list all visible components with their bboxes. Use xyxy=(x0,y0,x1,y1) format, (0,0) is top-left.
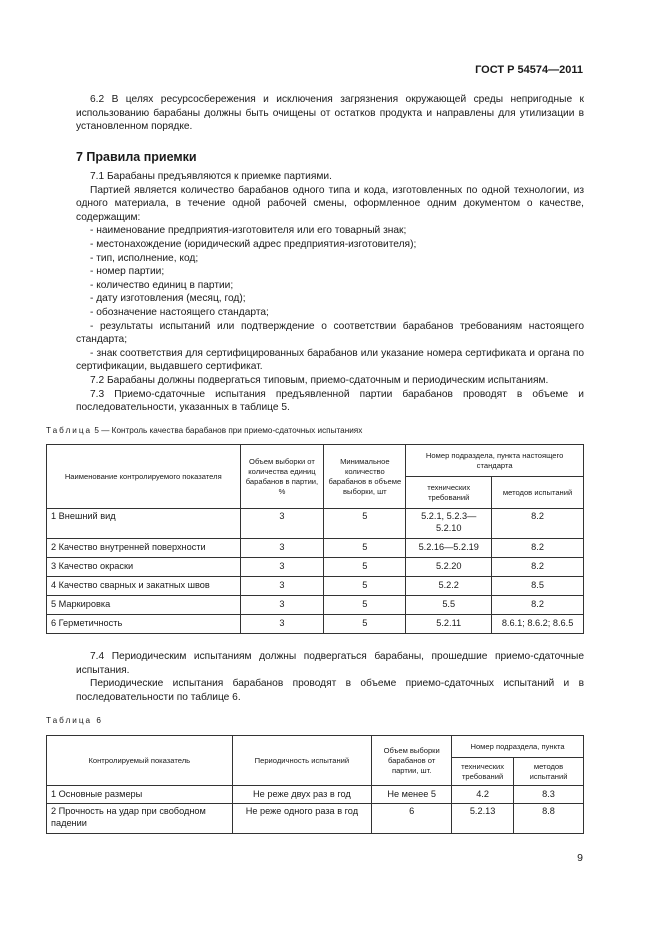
table-cell-periodicity: Не реже двух раз в год xyxy=(232,786,372,804)
table-cell-methods: 8.8 xyxy=(514,804,584,834)
table-row xyxy=(47,558,584,577)
table-6-header-methods: методов испытаний xyxy=(514,758,584,786)
table-cell-sample: 3 xyxy=(240,577,324,596)
table-cell-min-qty: 5 xyxy=(324,539,406,558)
list-item: - наименование предприятия-изготовителя или его товарный знак; xyxy=(90,225,407,237)
section-7-4-text xyxy=(76,650,584,704)
table-cell-indicator: 3 Качество окраски xyxy=(47,558,241,577)
table-cell-tech: 4.2 xyxy=(452,786,514,804)
table-6-header-periodicity: Периодичность испытаний xyxy=(232,736,372,786)
table-5-header-sample: Объем выборки от количества единиц барабанов в партии, % xyxy=(240,445,324,509)
table-5-header-indicator: Наименование контролируемого показателя xyxy=(47,445,241,509)
table-5-header-tech: технических требований xyxy=(406,477,492,509)
table-cell-tech: 5.2.2 xyxy=(406,577,492,596)
paragraph-party-definition: Партией является количество барабанов одного типа и кода, изготовленных по одной технологии, из одного материала, в течение одной рабочей смены, оформленное одним документом о качестве, содержащим: xyxy=(76,184,584,223)
paragraph-7-3: 7.3 Приемо-сдаточные испытания предъявленной партии барабанов проводят в объеме и последовательности, указанных в таблице 5. xyxy=(76,388,584,414)
table-5 xyxy=(46,444,584,634)
table-row xyxy=(47,539,584,558)
table-5-caption-text: 5 — Контроль качества барабанов при приемо-сдаточных испытаниях xyxy=(94,426,363,435)
list-item: - обозначение настоящего стандарта; xyxy=(90,306,269,318)
table-cell-indicator: 4 Качество сварных и закатных швов xyxy=(47,577,241,596)
table-cell-sample: 3 xyxy=(240,509,324,539)
table-cell-methods: 8.6.1; 8.6.2; 8.6.5 xyxy=(492,615,584,634)
table-cell-tech: 5.5 xyxy=(406,596,492,615)
table-row xyxy=(47,786,584,804)
table-cell-tech: 5.2.11 xyxy=(406,615,492,634)
list-item: - знак соответствия для сертифицированных барабанов или указание номера сертификата и органа по сертификации, выдавшего сертификат. xyxy=(76,347,584,373)
page-number: 9 xyxy=(577,852,583,864)
table-5-header-min-qty: Минимальное количество барабанов в объеме выборки, шт xyxy=(324,445,406,509)
table-cell-methods: 8.2 xyxy=(492,539,584,558)
table-5-caption xyxy=(46,426,362,435)
table-cell-min-qty: 5 xyxy=(324,596,406,615)
table-cell-methods: 8.3 xyxy=(514,786,584,804)
table-row xyxy=(47,615,584,634)
table-cell-indicator: 1 Внешний вид xyxy=(47,509,241,539)
table-cell-methods: 8.5 xyxy=(492,577,584,596)
table-5-caption-label: Таблица xyxy=(46,426,93,435)
table-cell-sample: 3 xyxy=(240,615,324,634)
list-item: - местонахождение (юридический адрес предприятия-изготовителя); xyxy=(90,238,417,250)
standard-designation: ГОСТ Р 54574—2011 xyxy=(475,64,583,76)
section-7-text xyxy=(76,170,584,415)
table-cell-indicator: 6 Герметичность xyxy=(47,615,241,634)
table-6-header-tech: технических требований xyxy=(452,758,514,786)
list-item: - количество единиц в партии; xyxy=(90,279,234,291)
list-item: - дату изготовления (месяц, год); xyxy=(90,293,246,305)
table-row xyxy=(47,596,584,615)
table-cell-sample: 6 xyxy=(372,804,452,834)
section-7-heading: 7 Правила приемки xyxy=(76,150,197,164)
table-cell-min-qty: 5 xyxy=(324,615,406,634)
table-cell-min-qty: 5 xyxy=(324,577,406,596)
table-cell-indicator: 2 Качество внутренней поверхности xyxy=(47,539,241,558)
table-cell-sample: 3 xyxy=(240,558,324,577)
paragraph-7-4-periodic: Периодические испытания барабанов проводят в объеме приемо-сдаточных испытаний и в последовательности по таблице 6. xyxy=(76,678,584,703)
paragraph-7-4: 7.4 Периодическим испытаниям должны подвергаться барабаны, прошедшие приемо-сдаточные испытания. xyxy=(76,651,584,676)
table-cell-periodicity: Не реже одного раза в год xyxy=(232,804,372,834)
table-row xyxy=(47,577,584,596)
table-cell-min-qty: 5 xyxy=(324,558,406,577)
table-cell-methods: 8.2 xyxy=(492,558,584,577)
paragraph-7-2: 7.2 Барабаны должны подвергаться типовым, приемо-сдаточным и периодическим испытаниям. xyxy=(90,374,549,386)
section-6-text xyxy=(76,93,584,134)
paragraph-6-2: 6.2 В целях ресурсосбережения и исключения загрязнения окружающей среды непригодные к использованию барабаны должны быть очищены от остатков продукта и направлены для утилизации в установленном порядке. xyxy=(76,94,584,133)
table-cell-tech: 5.2.20 xyxy=(406,558,492,577)
table-6-header-sample: Объем выборки барабанов от партии, шт. xyxy=(372,736,452,786)
table-cell-methods: 8.2 xyxy=(492,509,584,539)
table-row xyxy=(47,804,584,834)
table-cell-tech: 5.2.16—5.2.19 xyxy=(406,539,492,558)
table-6-header-subsection: Номер подраздела, пункта xyxy=(452,736,584,758)
table-cell-min-qty: 5 xyxy=(324,509,406,539)
table-cell-methods: 8.2 xyxy=(492,596,584,615)
table-5-header-subsection: Номер подраздела, пункта настоящего стандарта xyxy=(406,445,584,477)
list-item: - тип, исполнение, код; xyxy=(90,252,199,264)
list-item: - номер партии; xyxy=(90,266,165,278)
table-cell-indicator: 1 Основные размеры xyxy=(47,786,233,804)
paragraph-7-1: 7.1 Барабаны предъявляются к приемке партиями. xyxy=(90,171,332,182)
table-6-caption: Таблица 6 xyxy=(46,716,103,725)
table-cell-indicator: 5 Маркировка xyxy=(47,596,241,615)
table-cell-sample: 3 xyxy=(240,539,324,558)
table-5-header-methods: методов испытаний xyxy=(492,477,584,509)
table-row xyxy=(47,509,584,539)
table-6-header-indicator: Контролируемый показатель xyxy=(47,736,233,786)
table-cell-sample: 3 xyxy=(240,596,324,615)
list-item: - результаты испытаний или подтверждение о соответствии барабанов требованиям настоящего стандарта; xyxy=(76,320,584,346)
table-cell-tech: 5.2.1, 5.2.3—5.2.10 xyxy=(406,509,492,539)
table-cell-sample: Не менее 5 xyxy=(372,786,452,804)
table-6 xyxy=(46,735,584,834)
table-cell-indicator: 2 Прочность на удар при свободном падении xyxy=(47,804,233,834)
table-cell-tech: 5.2.13 xyxy=(452,804,514,834)
